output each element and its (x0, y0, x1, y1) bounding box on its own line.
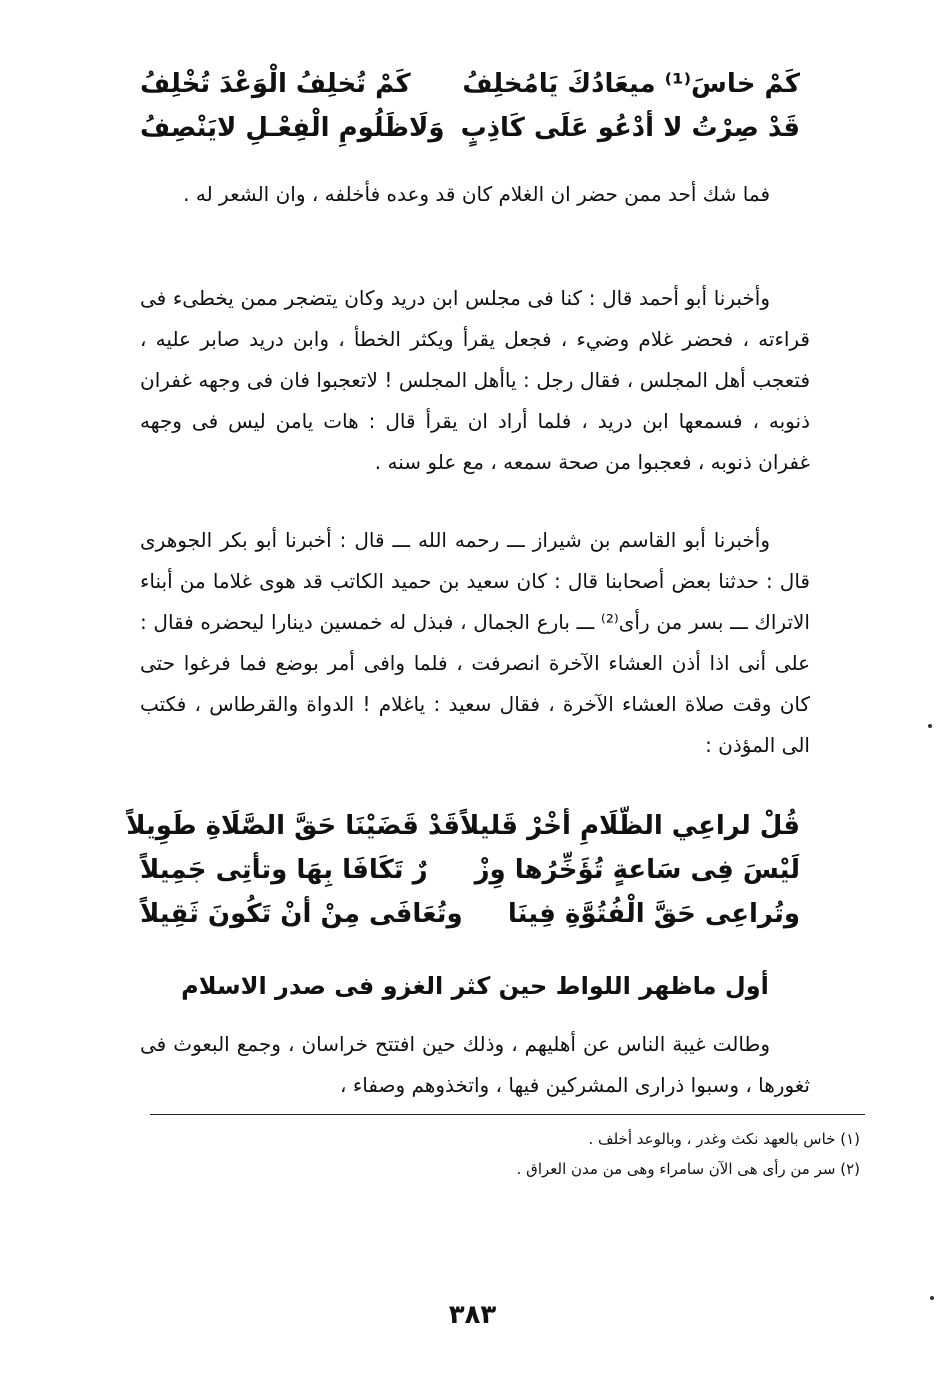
poem-two-verse-1 (126, 804, 800, 848)
paragraph-two-text: وأخبرنا أبو أحمد قال : كنا فى مجلس ابن دريد وكان يتضجر ممن يخطىء فى قراءته ، فحضر غلام وضيء ، فجعل يقرأ ويكثر الخطأ ، وابن دريد صابر عليه ، فتعجب أهل المجلس ، فقال رجل : ياأهل المجلس ! لاتعجبوا فان فى وجهه غفران ذنوبه ، فسمعها ابن دريد ، فلما أراد ان يقرأ قال : هات يامن ليس فى وجهه غفران ذنوبه ، فعجبوا من صحة سمعه ، مع علو سنه . (140, 286, 810, 474)
footnote-divider (150, 1114, 865, 1115)
hemistich-right: لَيْسَ فِى سَاعةٍ تُؤَخِّرُها وِزْ (474, 855, 800, 885)
hemistich-right: قَدْ صِرْتُ لا أدْعُو عَلَى كَاذِبٍ (460, 113, 800, 143)
poem-one (140, 62, 800, 150)
paragraph-three-text: وأخبرنا أبو القاسم بن شيراز ـــ رحمه الله ـــ قال : أخبرنا أبو بكر الجوهرى قال : حدثنا بعض أصحابنا قال : كان سعيد بن حميد الكاتب قد هوى غلاما من أبناء الاتراك ـــ بسر من رأى⁽²⁾ ـــ بارع الجمال ، فبذل له خمسين دينارا ليحضره فقال : على أنى اذا أذن العشاء الآخرة انصرفت ، فلما وافى أمر بوضع فما فرغوا حتى كان وقت صلاة العشاء الآخرة ، فقال سعيد : ياغلام ! الدواة والقرطاس ، فكتب الى المؤذن : (140, 528, 810, 757)
hemistich-right: قُلْ لراعِي الظّلَامِ أخْرْ قَليلاً (460, 811, 800, 841)
poem-one-verse-2 (140, 106, 800, 150)
paragraph-three (140, 520, 810, 766)
hemistich-left: وتُعَافَى مِنْ أنْ تَكُونَ ثَقِيلاً (140, 899, 463, 929)
paragraph-one-text: فما شك أحد ممن حضر ان الغلام كان قد وعده فأخلفه ، وان الشعر له . (183, 182, 770, 206)
hemistich-left: رٌ تَكَافَا بِهَا وتأتِى جَمِيلاً (140, 855, 428, 885)
paragraph-one (140, 174, 810, 215)
hemistich-right: وتُراعِى حَقَّ الْفُتُوَّةِ فِينَا (507, 899, 800, 929)
hemistich-left: وَلَاظَلُومِ الْفِعْـلِ لايَنْصِفُ (140, 113, 445, 143)
poem-two-verse-3 (140, 892, 800, 936)
footnotes (140, 1124, 860, 1184)
scan-speck (930, 1296, 934, 1300)
paragraph-two (140, 278, 810, 483)
hemistich-left: كَمْ تُخلِفُ الْوَعْدَ تُخْلِفُ (140, 69, 411, 99)
paragraph-four (140, 1024, 810, 1106)
hemistich-right: كَمْ خاسَ⁽¹⁾ ميعَادُكَ يَامُخلِفُ (462, 69, 800, 99)
poem-one-verse-1 (140, 62, 800, 106)
poem-two (126, 804, 800, 936)
poem-two-verse-2 (140, 848, 800, 892)
hemistich-left: قَدْ قَضَيْنَا حَقَّ الصَّلَاةِ طَوِيلاً (126, 811, 461, 841)
page-number: ٣٨٣ (448, 1300, 497, 1330)
scan-speck (928, 724, 932, 728)
paragraph-four-text: وطالت غيبة الناس عن أهليهم ، وذلك حين افتتح خراسان ، وجمع البعوث فى ثغورها ، وسبوا ذرارى المشركين فيها ، واتخذوهم وصفاء ، (140, 1032, 810, 1097)
footnote-2: (٢) سر من رأى هى الآن سامراء وهى من مدن العراق . (516, 1160, 860, 1178)
footnote-1: (١) خاس بالعهد نكث وغدر ، وبالوعد أخلف . (588, 1130, 860, 1148)
section-heading: أول ماظهر اللواط حين كثر الغزو فى صدر الاسلام (181, 972, 769, 1000)
